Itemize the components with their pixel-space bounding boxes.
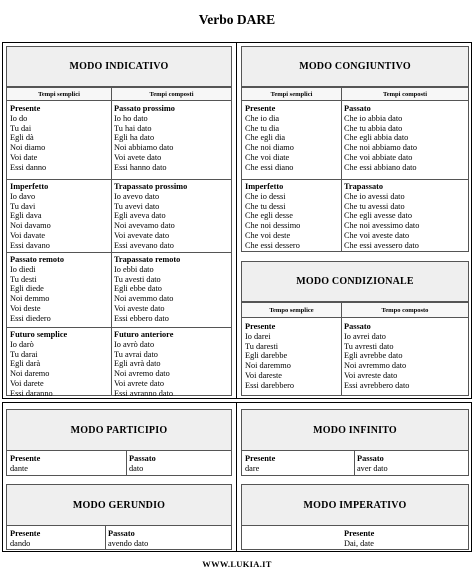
infinito-block	[241, 409, 469, 476]
indicativo-form: Io avevo dato	[114, 191, 160, 201]
condizionale-form: Egli darebbe	[245, 351, 288, 361]
indicativo-form: Voi avrete dato	[114, 378, 165, 388]
indicativo-tense-label: Passato prossimo	[114, 104, 175, 113]
indicativo-form: Essi hanno dato	[114, 162, 167, 172]
congiuntivo-form: Che tu abbia dato	[344, 123, 403, 133]
condizionale-tense-label: Passato	[344, 322, 371, 331]
indicativo-tense-label: Futuro anteriore	[114, 330, 174, 339]
indicativo-form: Essi daranno	[10, 388, 53, 398]
indicativo-cell	[8, 254, 110, 325]
participio-tense-label: Presente	[10, 454, 41, 463]
condizionale-subhead-right: Tempo composto	[341, 302, 468, 318]
congiuntivo-form: Che noi dessimo	[245, 221, 301, 231]
congiuntivo-form: Che egli dia	[245, 133, 286, 143]
indicativo-form: Tu desti	[10, 274, 37, 284]
gerundio-form: dando	[10, 538, 31, 548]
congiuntivo-form: Che egli avesse dato	[344, 211, 412, 221]
condizionale-tense-label: Presente	[245, 322, 276, 331]
indicativo-form: Egli diede	[10, 284, 44, 294]
indicativo-form: Noi avremo dato	[114, 369, 170, 379]
congiuntivo-form: Che essi abbiano dato	[344, 162, 417, 172]
indicativo-form: Noi demmo	[10, 294, 50, 304]
indicativo-form: Voi aveste dato	[114, 303, 165, 313]
infinito-form: aver dato	[357, 463, 388, 473]
indicativo-form: Essi diedero	[10, 313, 51, 323]
indicativo-form: Tu davi	[10, 201, 36, 211]
indicativo-form: Voi avevate dato	[114, 230, 170, 240]
congiuntivo-tense-label: Trapassato	[344, 182, 384, 191]
indicativo-form: Essi avevano dato	[114, 240, 174, 250]
imperativo-form: Dai, date	[344, 538, 374, 548]
congiuntivo-block	[241, 46, 469, 252]
participio-heading: MODO PARTICIPIO	[7, 410, 231, 451]
congiuntivo-form: Che voi diate	[245, 152, 290, 162]
indicativo-cell	[112, 181, 232, 252]
indicativo-form: Noi avevamo dato	[114, 221, 175, 231]
imperativo-block	[241, 484, 469, 550]
indicativo-form: Noi abbiamo dato	[114, 143, 174, 153]
indicativo-form: Egli ebbe dato	[114, 284, 162, 294]
condizionale-cell	[342, 321, 469, 392]
indicativo-form: Noi daremo	[10, 369, 50, 379]
condizionale-form: Essi avrebbero dato	[344, 380, 410, 390]
congiuntivo-cell	[342, 103, 469, 174]
indicativo-form: Voi darete	[10, 378, 44, 388]
indicativo-form: Essi avranno dato	[114, 388, 173, 398]
congiuntivo-subhead-left: Tempi semplici	[242, 87, 341, 101]
condizionale-form: Noi avremmo dato	[344, 361, 407, 371]
infinito-tense-label: Presente	[245, 454, 276, 463]
indicativo-tense-label: Presente	[10, 104, 41, 113]
indicativo-form: Tu dai	[10, 123, 32, 133]
congiuntivo-form: Che tu dia	[245, 123, 280, 133]
indicativo-cell	[112, 329, 232, 400]
imperativo-tense-label: Presente	[344, 529, 375, 538]
congiuntivo-tense-label: Imperfetto	[245, 182, 284, 191]
indicativo-form: Noi diamo	[10, 143, 46, 153]
indicativo-form: Io avrò dato	[114, 339, 155, 349]
congiuntivo-form: Che noi abbiamo dato	[344, 143, 418, 153]
frame-divider-lower	[236, 402, 237, 552]
gerundio-heading: MODO GERUNDIO	[7, 485, 231, 526]
congiuntivo-tense-label: Presente	[245, 104, 276, 113]
indicativo-form: Voi avete dato	[114, 152, 162, 162]
participio-block	[6, 409, 232, 476]
congiuntivo-form: Che egli desse	[245, 211, 293, 221]
indicativo-cell	[8, 181, 110, 252]
indicativo-form: Tu darai	[10, 349, 38, 359]
condizionale-form: Noi daremmo	[245, 361, 291, 371]
indicativo-form: Essi ebbero dato	[114, 313, 169, 323]
indicativo-cell	[8, 329, 110, 400]
indicativo-cell	[8, 103, 110, 174]
congiuntivo-form: Che egli abbia dato	[344, 133, 409, 143]
indicativo-form: Egli ha dato	[114, 133, 155, 143]
congiuntivo-form: Che tu avessi dato	[344, 201, 405, 211]
condizionale-form: Tu daresti	[245, 341, 279, 351]
participio-cell	[8, 453, 125, 475]
infinito-cell	[355, 453, 469, 475]
congiuntivo-cell	[342, 181, 469, 252]
congiuntivo-form: Che noi diamo	[245, 143, 294, 153]
condizionale-block	[241, 261, 469, 396]
gerundio-tense-label: Presente	[10, 529, 41, 538]
indicativo-form: Tu avrai dato	[114, 349, 158, 359]
congiuntivo-form: Che io dia	[245, 113, 280, 123]
congiuntivo-form: Che io abbia dato	[344, 113, 403, 123]
indicativo-tense-label: Trapassato remoto	[114, 255, 181, 264]
congiuntivo-form: Che io dessi	[245, 191, 286, 201]
congiuntivo-cell	[243, 181, 340, 252]
indicativo-heading: MODO INDICATIVO	[7, 47, 231, 87]
condizionale-form: Egli avrebbe dato	[344, 351, 403, 361]
condizionale-form: Io darei	[245, 331, 271, 341]
gerundio-form: avendo dato	[108, 538, 149, 548]
indicativo-form: Egli dava	[10, 211, 42, 221]
condizionale-form: Voi dareste	[245, 370, 282, 380]
imperativo-cell	[342, 528, 469, 550]
congiuntivo-cell	[243, 103, 340, 174]
indicativo-form: Essi danno	[10, 162, 47, 172]
imperativo-heading: MODO IMPERATIVO	[242, 485, 468, 526]
indicativo-form: Noi davamo	[10, 221, 51, 231]
congiuntivo-tense-label: Passato	[344, 104, 371, 113]
gerundio-cell	[8, 528, 104, 550]
gerundio-tense-label: Passato	[108, 529, 135, 538]
condizionale-form: Tu avresti dato	[344, 341, 394, 351]
indicativo-block	[6, 46, 232, 396]
indicativo-form: Io ebbi dato	[114, 264, 154, 274]
participio-tense-label: Passato	[129, 454, 156, 463]
congiuntivo-form: Che voi abbiate dato	[344, 152, 413, 162]
footer-website: WWW.LUKIA.IT	[202, 559, 272, 569]
indicativo-form: Egli darà	[10, 359, 41, 369]
congiuntivo-subhead-right: Tempi composti	[341, 87, 468, 101]
congiuntivo-form: Che essi dessero	[245, 240, 300, 250]
condizionale-form: Essi darebbero	[245, 380, 295, 390]
page-title: Verbo DARE	[198, 12, 276, 27]
participio-cell	[127, 453, 232, 475]
indicativo-form: Noi avemmo dato	[114, 294, 174, 304]
condizionale-cell	[243, 321, 340, 392]
indicativo-form: Io ho dato	[114, 113, 148, 123]
infinito-cell	[243, 453, 353, 475]
participio-form: dato	[129, 463, 144, 473]
indicativo-form: Tu avevi dato	[114, 201, 160, 211]
indicativo-form: Tu avesti dato	[114, 274, 161, 284]
congiuntivo-form: Che voi deste	[245, 230, 291, 240]
indicativo-form: Io do	[10, 113, 28, 123]
indicativo-form: Io davo	[10, 191, 36, 201]
congiuntivo-form: Che tu dessi	[245, 201, 286, 211]
indicativo-form: Egli aveva dato	[114, 211, 166, 221]
indicativo-cell	[112, 103, 232, 174]
indicativo-form: Tu hai dato	[114, 123, 152, 133]
indicativo-tense-label: Trapassato prossimo	[114, 182, 188, 191]
condizionale-form: Io avrei dato	[344, 331, 386, 341]
indicativo-tense-label: Futuro semplice	[10, 330, 68, 339]
congiuntivo-heading: MODO CONGIUNTIVO	[242, 47, 468, 87]
infinito-tense-label: Passato	[357, 454, 384, 463]
condizionale-form: Voi avreste dato	[344, 370, 398, 380]
indicativo-tense-label: Passato remoto	[10, 255, 64, 264]
indicativo-form: Egli dà	[10, 133, 34, 143]
indicativo-form: Essi davano	[10, 240, 50, 250]
indicativo-form: Io darò	[10, 339, 34, 349]
indicativo-form: Voi davate	[10, 230, 46, 240]
indicativo-subhead-left: Tempi semplici	[7, 87, 111, 101]
congiuntivo-form: Che noi avessimo dato	[344, 221, 420, 231]
condizionale-subhead-left: Tempo semplice	[242, 302, 341, 318]
indicativo-form: Voi date	[10, 152, 38, 162]
frame-divider	[236, 42, 237, 399]
indicativo-subhead-right: Tempi composti	[111, 87, 231, 101]
infinito-form: dare	[245, 463, 260, 473]
congiuntivo-form: Che voi aveste dato	[344, 230, 410, 240]
congiuntivo-form: Che essi avessero dato	[344, 240, 419, 250]
indicativo-form: Egli avrà dato	[114, 359, 161, 369]
indicativo-form: Io diedi	[10, 264, 36, 274]
gerundio-block	[6, 484, 232, 550]
condizionale-heading: MODO CONDIZIONALE	[242, 262, 468, 302]
infinito-heading: MODO INFINITO	[242, 410, 468, 451]
indicativo-cell	[112, 254, 232, 325]
gerundio-cell	[106, 528, 232, 550]
indicativo-tense-label: Imperfetto	[10, 182, 49, 191]
congiuntivo-form: Che io avessi dato	[344, 191, 405, 201]
indicativo-form: Voi deste	[10, 303, 41, 313]
congiuntivo-form: Che essi diano	[245, 162, 294, 172]
participio-form: dante	[10, 463, 28, 473]
